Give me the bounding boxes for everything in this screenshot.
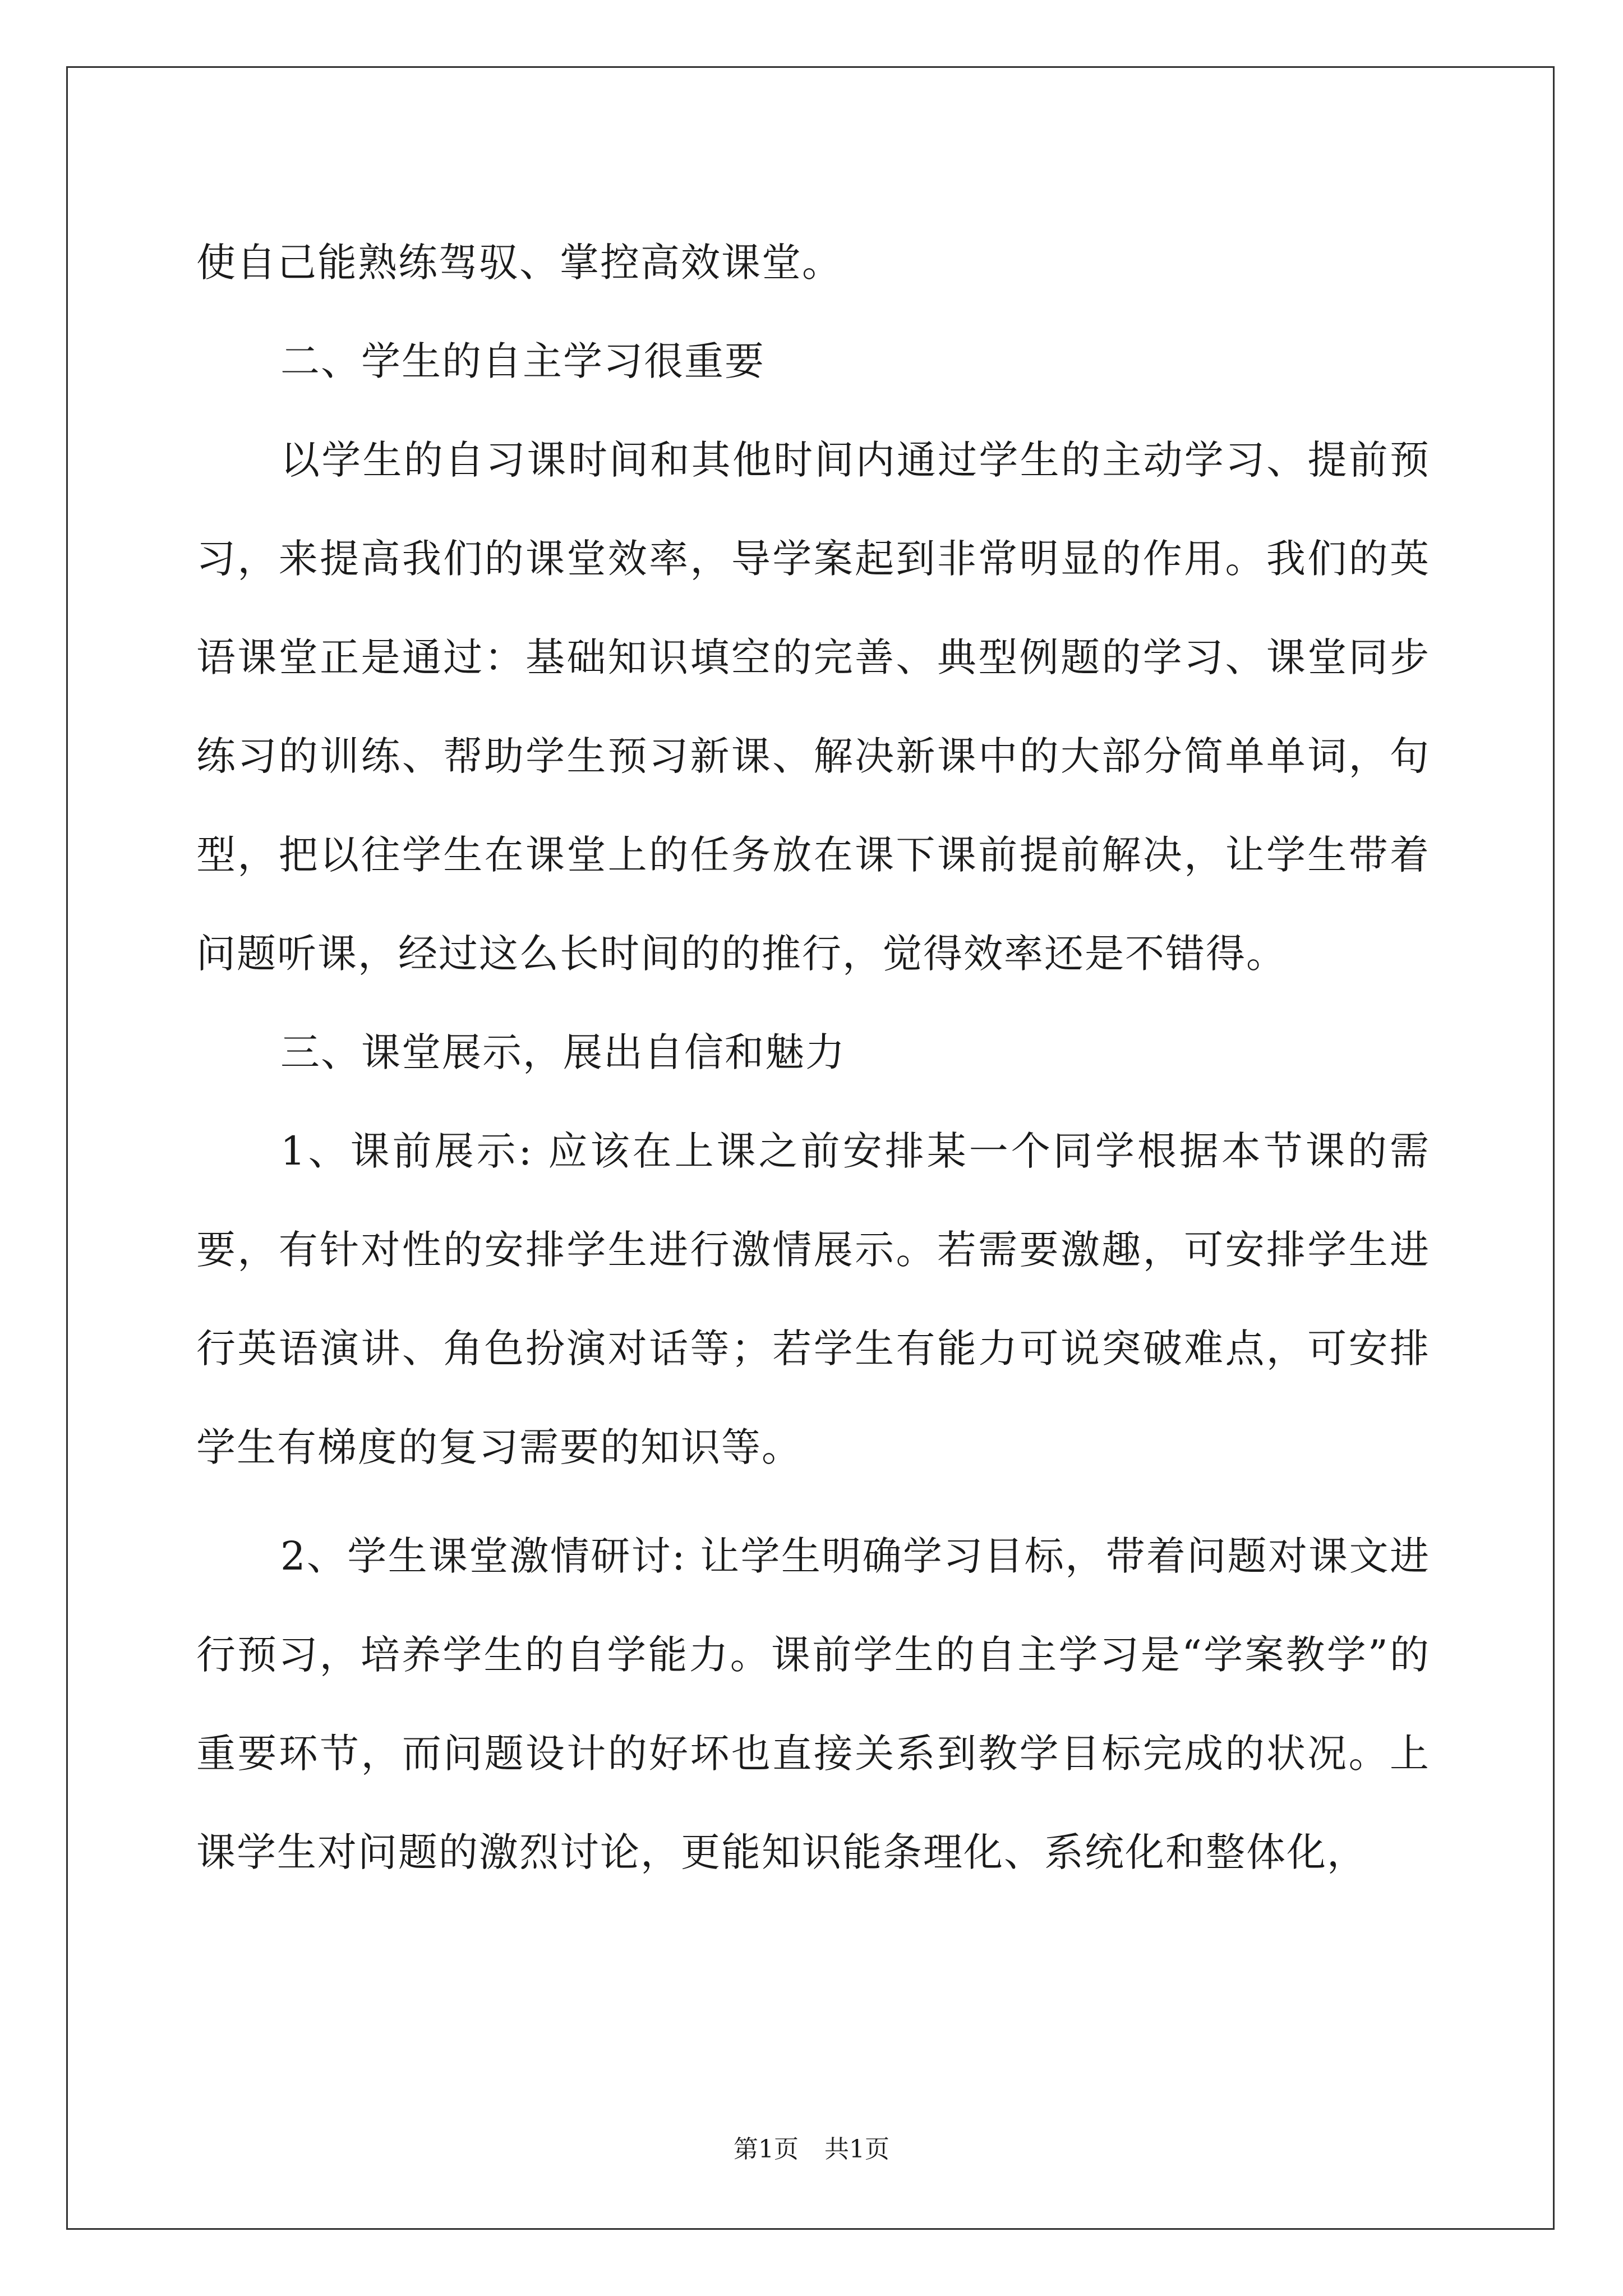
heading-section-2: 二、学生的自主学习很重要: [280, 338, 765, 384]
document-body: [196, 213, 1430, 1902]
page-footer: [0, 2129, 1623, 2165]
page-total: 共1页: [824, 2135, 889, 2164]
page-number: 第1页: [734, 2135, 799, 2164]
paragraph-1: 使自己能熟练驾驭、掌控高效课堂。: [196, 240, 842, 286]
paragraph-2: 以学生的自习课时间和其他时间内通过学生的主动学习、提前预习，来提高我们的课堂效率，导学案起到非常明显的作用。我们的英语课堂正是通过：基础知识填空的完善、典型例题的学习、课堂同步练习的训练、帮助学生预习新课、解决新课中的大部分简单单词，句型，把以往学生在课堂上的任务放在课下课前提前解决，让学生带着问题听课，经过这么长时间的的推行，觉得效率还是不错得。: [196, 437, 1430, 977]
paragraph-3: 1、课前展示: 应该在上课之前安排某一个同学根据本节课的需要，有针对性的安排学生进行激情展示。若需要激趣，可安排学生进行英语演讲、角色扮演对话等；若学生有能力可说突破难点，可安排学生有梯度的复习需要的知识等。: [196, 1128, 1430, 1470]
heading-section-3: 三、课堂展示，展出自信和魅力: [280, 1029, 846, 1075]
paragraph-4: 2、学生课堂激情研讨: 让学生明确学习目标，带着问题对课文进行预习，培养学生的自学能力。课前学生的自主学习是“学案教学”的重要环节，而问题设计的好坏也直接关系到教学目标完成的状况。上课学生对问题的激烈讨论，更能知识能条理化、系统化和整体化，: [196, 1533, 1430, 1875]
